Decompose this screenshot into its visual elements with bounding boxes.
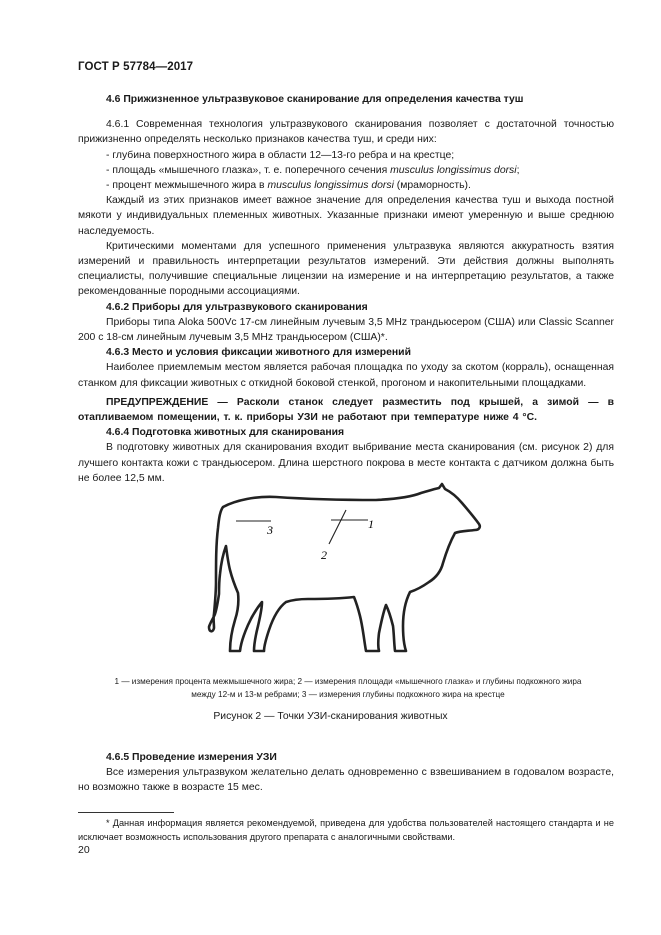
paragraph-critical: Критическими моментами для успешного применения ультразвука являются аккуратность взятия измерений и правильность интерпретации результатов измерений. Эти действия должны выполнять специалисты, получившие специальные лицензии на измерение и на интерпретацию результатов, а также рекомендованные породными ассоциациями. [78,240,614,298]
figure-title: Рисунок 2 — Точки УЗИ-сканирования животных [213,711,448,722]
page-number: 20 [78,844,90,856]
section-4-6-title: 4.6 Прижизненное ультразвуковое сканирование для определения качества туш [106,94,524,105]
figure-legend-line: 1 — измерения процента межмышечного жира; 2 — измерения площади «мышечного глазка» и глубины подкожного жира [114,677,582,686]
main-text [78,92,614,486]
paragraph-place: Наиболее приемлемым местом является рабочая площадка по уходу за скотом (корраль), оснащенная станком для фиксации животных с откидной боковой стенкой, прогоном и накопительными площадками. [78,362,614,389]
marker-label-2: 2 [321,548,327,562]
footnote: * Данная информация является рекомендуемой, приведена для удобства пользователей настоящего стандарта и не исключает возможность использования другого препарата с аналогичными свойствами. [78,818,614,842]
paragraph-measurement: Все измерения ультразвуком желательно делать одновременно с взвешиванием в годовалом возрасте, но возможно также в возрасте 15 мес. [78,767,614,794]
cow-outline [209,484,480,651]
paragraph-4-6-1: 4.6.1 Современная технология ультразвукового сканирования позволяет с достаточной точностью прижизненно определять несколько признаков качества туш, и среди них: [78,119,614,146]
section-4-6-2-title: 4.6.2 Приборы для ультразвукового сканирования [106,301,368,313]
section-4-6-3-title: 4.6.3 Место и условия фиксации животного для измерений [106,347,411,359]
paragraph-preparation: В подготовку животных для сканирования входит выбривание места сканирования (см. рисунок 2) для лучшего контакта кожи с трандьюсером. Длина шерстного покрова в месте контакта с датчиком должна быть не более 12,5 мм. [78,442,614,484]
cow-figure [196,478,496,658]
marker-label-1: 1 [368,517,374,531]
list-item: - процент межмышечного жира в musculus longissimus dorsi (мраморность). [106,180,471,192]
marker-label-3: 3 [267,523,273,537]
warning: ПРЕДУПРЕЖДЕНИЕ — Расколи станок следует разместить под крышей, а зимой — в отапливаемом помещении, т. к. приборы УЗИ не работают при температуре ниже 4 °С. [78,396,614,424]
figure-legend-line: между 12-м и 13-м ребрами; 3 — измерения глубины подкожного жира на крестце [191,689,505,699]
section-4-6-4-title: 4.6.4 Подготовка животных для сканирования [106,427,345,439]
list-item: - площадь «мышечного глазка», т. е. поперечного сечения musculus longissimus dorsi; [106,164,520,176]
marker-line-2 [329,510,346,544]
figure-legend [88,676,608,701]
footnote-divider [78,812,174,813]
main-text-2 [78,750,614,796]
paragraph-devices: Приборы типа Aloka 500Vc 17-см линейным лучевым 3,5 MHz трандьюсером (США) или Classic Scanner 200 с 18-см линейным лучевым 3,5 MHz трандьюсером (США)*. [78,316,614,344]
list-item: - глубина поверхностного жира в области 12—13-го ребра и на крестце; [106,149,455,161]
standard-header: ГОСТ Р 57784—2017 [78,61,194,73]
section-4-6-5-title: 4.6.5 Проведение измерения УЗИ [106,752,277,763]
paragraph-traits: Каждый из этих признаков имеет важное значение для определения качества туш и выхода постной мякоти у индивидуальных племенных животных. Указанные признаки имеют умеренную и выше среднюю наследуемость. [78,195,614,237]
